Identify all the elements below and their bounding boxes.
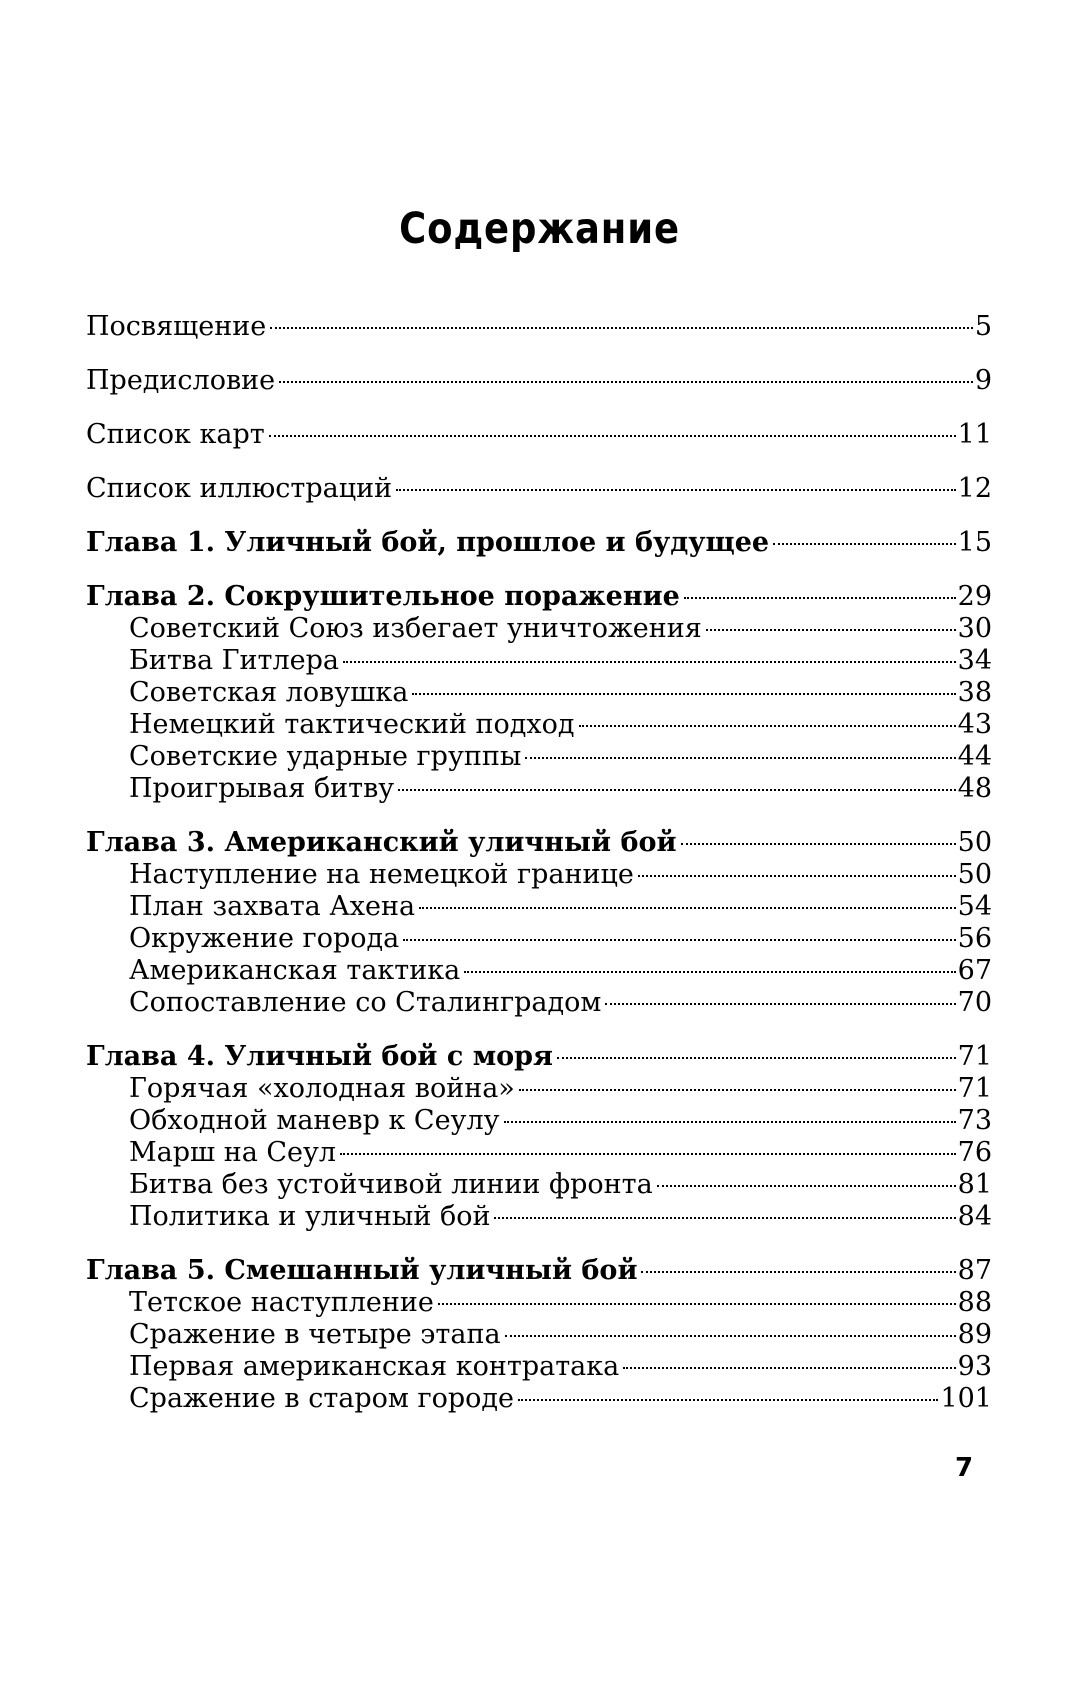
entry-title: Сражение в четыре этапа <box>129 1319 501 1350</box>
entry-title: Глава 3. Американский уличный бой <box>86 827 677 858</box>
entry-title: Американская тактика <box>129 955 461 986</box>
dot-leader <box>419 907 956 909</box>
entry-title: Сражение в старом городе <box>129 1383 515 1414</box>
entry-title: Список карт <box>86 419 265 450</box>
entry-page-number: 56 <box>957 923 992 954</box>
chapter-group <box>86 827 992 1019</box>
entry-title: Битва без устойчивой линии фронта <box>129 1169 653 1200</box>
entry-title: Глава 5. Смешанный уличный бой <box>86 1255 638 1286</box>
entry-page-number: 71 <box>957 1073 992 1104</box>
toc-entry-section[interactable] <box>86 1105 992 1137</box>
toc-entry-front[interactable] <box>86 365 992 397</box>
entry-page-number: 81 <box>957 1169 992 1200</box>
toc-entry-section[interactable] <box>86 1073 992 1105</box>
dot-leader <box>684 597 956 599</box>
entry-title: Окружение города <box>129 923 400 954</box>
entry-page-number: 15 <box>957 527 992 558</box>
toc-entry-section[interactable] <box>86 773 992 805</box>
chapter-group <box>86 527 992 559</box>
toc-entry-section[interactable] <box>86 1201 992 1233</box>
dot-leader <box>641 1271 955 1273</box>
entry-page-number: 30 <box>957 613 992 644</box>
dot-leader <box>279 381 973 383</box>
entry-page-number: 67 <box>957 955 992 986</box>
toc-entry-section[interactable] <box>86 923 992 955</box>
dot-leader <box>504 1121 956 1123</box>
toc-entry-section[interactable] <box>86 1287 992 1319</box>
entry-title: Политика и уличный бой <box>129 1201 491 1232</box>
entry-page-number: 43 <box>957 709 992 740</box>
dot-leader <box>396 489 956 491</box>
dot-leader <box>269 435 956 437</box>
dot-leader <box>412 693 955 695</box>
entry-title: Битва Гитлера <box>129 645 339 676</box>
toc-entry-section[interactable] <box>86 1169 992 1201</box>
toc-entry-chapter[interactable] <box>86 527 992 559</box>
entry-title: Предисловие <box>86 365 276 396</box>
entry-page-number: 38 <box>957 677 992 708</box>
entry-title: Советский Союз избегает уничтожения <box>129 613 702 644</box>
toc-entry-section[interactable] <box>86 645 992 677</box>
dot-leader <box>773 543 956 545</box>
toc-entry-section[interactable] <box>86 613 992 645</box>
toc-entry-section[interactable] <box>86 1319 992 1351</box>
entry-page-number: 70 <box>957 987 992 1018</box>
toc-entry-section[interactable] <box>86 987 992 1019</box>
dot-leader <box>623 1367 955 1369</box>
entry-page-number: 93 <box>957 1351 992 1382</box>
entry-title: Марш на Сеул <box>129 1137 337 1168</box>
toc-entry-section[interactable] <box>86 859 992 891</box>
chapter-group <box>86 1041 992 1233</box>
entry-page-number: 87 <box>957 1255 992 1286</box>
toc-entry-section[interactable] <box>86 741 992 773</box>
dot-leader <box>343 661 956 663</box>
entry-title: Советские ударные группы <box>129 741 522 772</box>
entry-page-number: 50 <box>957 827 992 858</box>
entry-page-number: 88 <box>957 1287 992 1318</box>
chapter-group <box>86 1255 992 1415</box>
entry-page-number: 50 <box>957 859 992 890</box>
entry-title: Глава 1. Уличный бой, прошлое и будущее <box>86 527 770 558</box>
dot-leader <box>638 875 956 877</box>
entry-page-number: 5 <box>974 311 992 342</box>
entry-page-number: 12 <box>957 473 992 504</box>
entry-page-number: 71 <box>957 1041 992 1072</box>
table-of-contents <box>86 311 992 1437</box>
toc-entry-section[interactable] <box>86 709 992 741</box>
toc-entry-front[interactable] <box>86 311 992 343</box>
entry-page-number: 11 <box>957 419 992 450</box>
toc-entry-section[interactable] <box>86 1351 992 1383</box>
dot-leader <box>398 789 955 791</box>
entry-page-number: 54 <box>957 891 992 922</box>
toc-entry-front[interactable] <box>86 473 992 505</box>
entry-title: Наступление на немецкой границе <box>129 859 634 890</box>
dot-leader <box>579 725 956 727</box>
entry-page-number: 34 <box>957 645 992 676</box>
dot-leader <box>438 1303 956 1305</box>
entry-title: Проигрывая битву <box>129 773 395 804</box>
entry-page-number: 84 <box>957 1201 992 1232</box>
entry-title: Список иллюстраций <box>86 473 393 504</box>
toc-entry-section[interactable] <box>86 1137 992 1169</box>
toc-entry-front[interactable] <box>86 419 992 451</box>
entry-title: Глава 4. Уличный бой с моря <box>86 1041 553 1072</box>
toc-entry-section[interactable] <box>86 677 992 709</box>
dot-leader <box>340 1153 956 1155</box>
entry-page-number: 48 <box>957 773 992 804</box>
dot-leader <box>557 1057 956 1059</box>
entry-title: Обходной маневр к Сеулу <box>129 1105 500 1136</box>
dot-leader <box>519 1089 956 1091</box>
chapter-group <box>86 581 992 805</box>
page-number: 7 <box>955 1453 974 1483</box>
entry-title: Советская ловушка <box>129 677 409 708</box>
entry-title: Глава 2. Сокрушительное поражение <box>86 581 680 612</box>
dot-leader <box>494 1217 955 1219</box>
entry-page-number: 44 <box>957 741 992 772</box>
dot-leader <box>681 843 956 845</box>
entry-title: Посвящение <box>86 311 267 342</box>
toc-entry-chapter[interactable] <box>86 1255 992 1287</box>
entry-title: Горячая «холодная война» <box>129 1073 515 1104</box>
entry-page-number: 101 <box>940 1383 992 1414</box>
entry-title: Сопоставление со Сталинградом <box>129 987 602 1018</box>
toc-entry-section[interactable] <box>86 1383 992 1415</box>
entry-title: Первая американская контратака <box>129 1351 620 1382</box>
entry-page-number: 89 <box>957 1319 992 1350</box>
entry-page-number: 29 <box>957 581 992 612</box>
dot-leader <box>270 327 973 329</box>
toc-entry-chapter[interactable] <box>86 827 992 859</box>
entry-title: Немецкий тактический подход <box>129 709 575 740</box>
dot-leader <box>403 939 955 941</box>
dot-leader <box>505 1335 956 1337</box>
entry-page-number: 76 <box>957 1137 992 1168</box>
entry-page-number: 73 <box>957 1105 992 1136</box>
page-title: Содержание <box>399 204 680 254</box>
entry-title: План захвата Ахена <box>129 891 416 922</box>
toc-entry-chapter[interactable] <box>86 1041 992 1073</box>
dot-leader <box>706 629 956 631</box>
entry-title: Тетское наступление <box>129 1287 434 1318</box>
toc-entry-section[interactable] <box>86 955 992 987</box>
dot-leader <box>464 971 955 973</box>
dot-leader <box>518 1399 938 1401</box>
toc-entry-section[interactable] <box>86 891 992 923</box>
entry-page-number: 9 <box>974 365 992 396</box>
dot-leader <box>605 1003 955 1005</box>
toc-entry-chapter[interactable] <box>86 581 992 613</box>
dot-leader <box>525 757 955 759</box>
dot-leader <box>657 1185 956 1187</box>
